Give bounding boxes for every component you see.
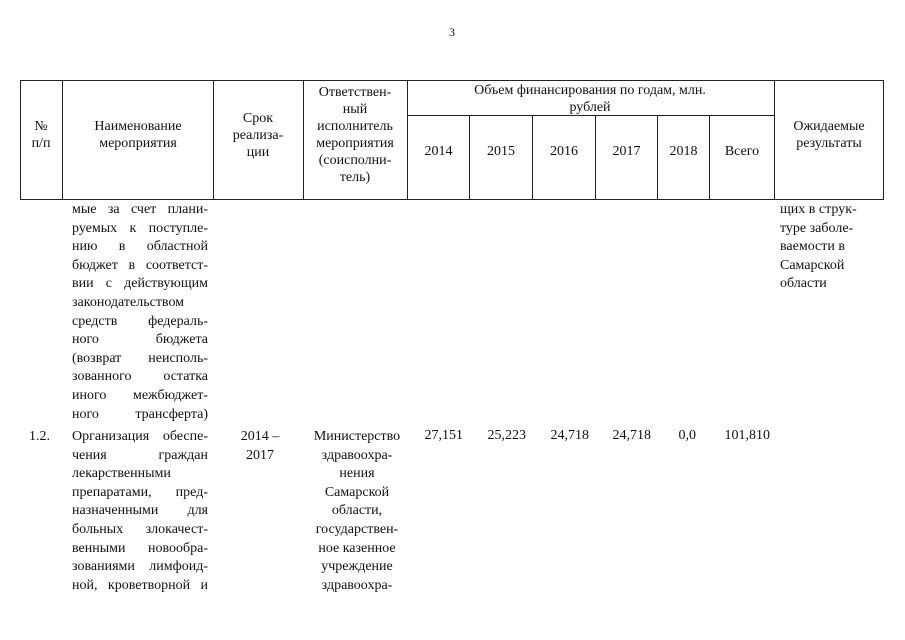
text-line: 2014 – bbox=[240, 429, 280, 444]
text-line: венными новообра- bbox=[72, 540, 208, 556]
header-year-2016: 2016 bbox=[550, 144, 578, 159]
header-funding: Объем финансирования по годам, млн. рублей bbox=[474, 83, 706, 115]
text-line: зованиями лимфоид- bbox=[72, 559, 208, 575]
header-total: Всего bbox=[724, 144, 760, 159]
text-line: иного межбюджет- bbox=[72, 387, 208, 403]
text-line: препаратами, пред- bbox=[72, 484, 208, 500]
text-line: нения bbox=[339, 466, 375, 482]
text-line: области, bbox=[331, 503, 383, 519]
text-line: 2017 bbox=[246, 447, 274, 463]
text-line: нию в областной bbox=[72, 239, 208, 255]
funding-2014: 27,151 bbox=[424, 428, 463, 443]
text-line: государствен- bbox=[315, 521, 399, 537]
header-term: Срок реализа-ции bbox=[232, 111, 284, 160]
continued-measure-name bbox=[72, 201, 208, 424]
funding-total: 101,810 bbox=[724, 428, 770, 443]
text-line: лекарственными bbox=[72, 466, 171, 482]
header-year-2014: 2014 bbox=[424, 144, 453, 159]
text-line: ного бюджета bbox=[72, 332, 208, 348]
header-year-2017: 2017 bbox=[612, 144, 641, 159]
text-line: Министерство bbox=[313, 429, 401, 444]
text-line: здравоохра- bbox=[321, 577, 393, 593]
page-number: 3 bbox=[449, 25, 455, 39]
text-line: здравоохра- bbox=[321, 447, 393, 463]
text-line: мые за счет плани- bbox=[72, 202, 208, 217]
funding-2018: 0,0 bbox=[678, 428, 696, 443]
responsible-executor bbox=[305, 428, 409, 595]
funding-2017: 24,718 bbox=[612, 428, 651, 443]
text-line: руемых к поступле- bbox=[72, 220, 208, 236]
text-line: вии с действующим bbox=[72, 276, 208, 292]
text-line: больных злокачест- bbox=[72, 521, 208, 537]
implementation-term bbox=[224, 428, 296, 465]
text-line: щих в струк- bbox=[780, 202, 857, 217]
text-line: ное казенное bbox=[318, 540, 396, 556]
header-year-2015: 2015 bbox=[487, 144, 515, 159]
text-line: области bbox=[780, 276, 827, 292]
header-executor: Ответствен-ный исполнитель мероприятия (соисполни-тель) bbox=[316, 85, 394, 185]
continued-expected-results bbox=[780, 201, 876, 294]
text-line: зованного остатка bbox=[72, 369, 208, 385]
text-line: Самарской bbox=[780, 257, 845, 273]
header-year-2018: 2018 bbox=[669, 144, 698, 159]
funding-2015: 25,223 bbox=[487, 428, 526, 443]
text-line: ваемости в bbox=[780, 239, 845, 255]
text-line: ного трансферта) bbox=[72, 406, 208, 422]
text-line: Самарской bbox=[324, 484, 390, 500]
funding-2016: 24,718 bbox=[550, 428, 589, 443]
text-line: туре заболе- bbox=[780, 220, 854, 236]
text-line: ной, кроветворной и bbox=[72, 577, 208, 593]
text-line: средств федераль- bbox=[72, 313, 208, 329]
measure-name bbox=[72, 428, 208, 595]
text-line: чения граждан bbox=[72, 447, 208, 463]
text-line: учреждение bbox=[321, 559, 393, 575]
text-line: бюджет в соответст- bbox=[72, 257, 208, 273]
header-num: № п/п bbox=[31, 119, 51, 151]
text-line: Организация обеспе- bbox=[72, 429, 208, 444]
text-line: назначенными для bbox=[72, 503, 208, 519]
text-line: законодательством bbox=[72, 294, 185, 310]
header-results: Ожидаемые результаты bbox=[793, 119, 865, 151]
header-name: Наименование мероприятия bbox=[94, 119, 182, 151]
row-number: 1.2. bbox=[29, 429, 50, 444]
text-line: (возврат неисполь- bbox=[72, 350, 208, 366]
